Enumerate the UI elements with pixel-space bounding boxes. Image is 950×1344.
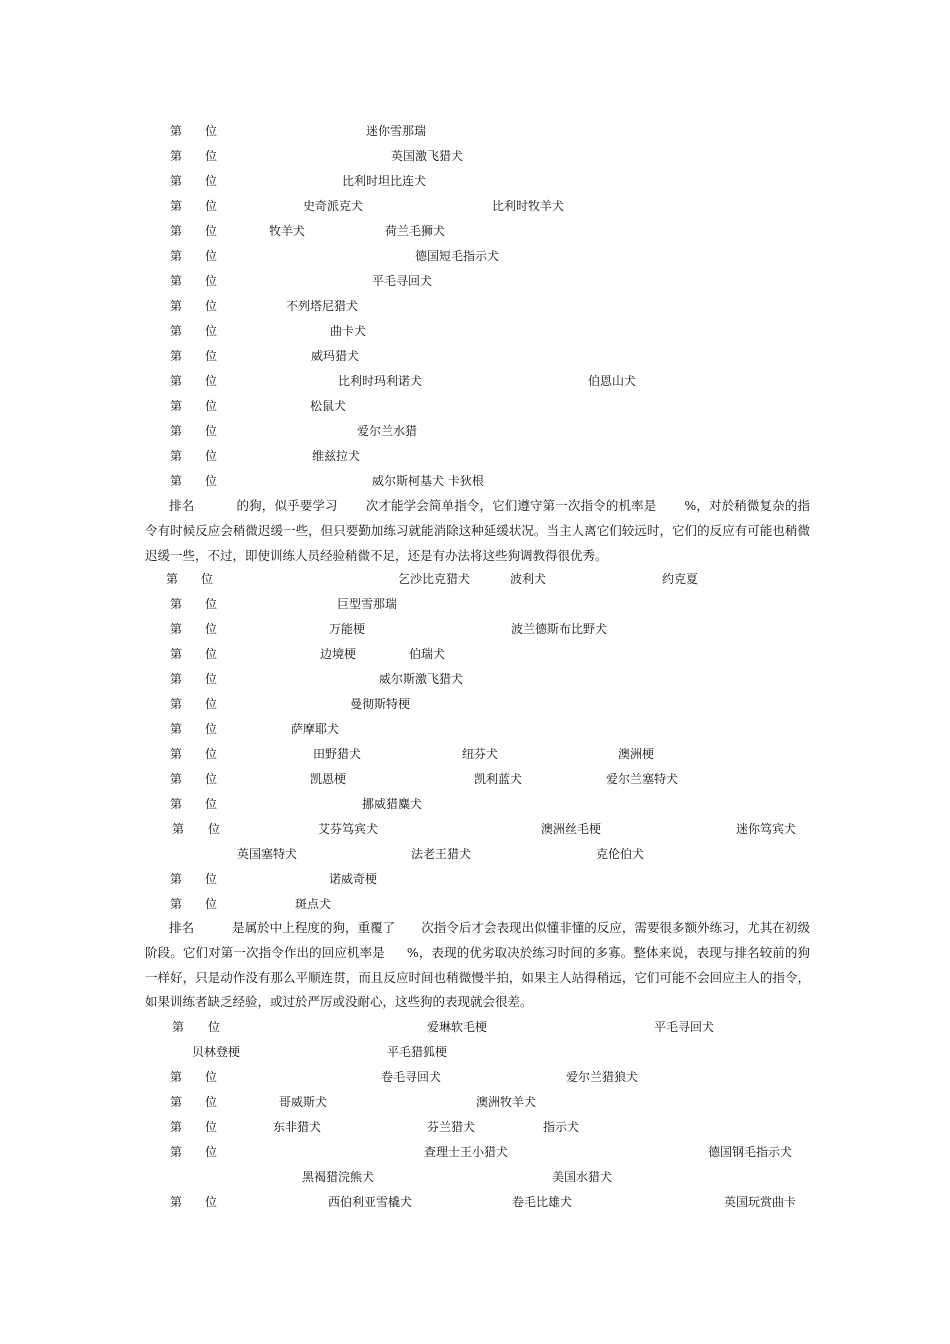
rank-di: 第: [170, 697, 183, 711]
rank-di: 第: [170, 299, 183, 313]
dog-breed: 斑点犬: [295, 897, 332, 911]
dog-breed: 爱琳软毛梗: [427, 1020, 488, 1034]
rank-di: 第: [170, 399, 183, 413]
para-text: %，对於稍微复杂的指令有时候反应会稍微迟缓一些，但只要勤加练习就能消除这种延缓状况。当主人离它们较远时，它们的反应有可能也稍微迟缓一些，不过，即使训练人员经验稍微不足，还是有办法将这些狗调教得很优秀。: [145, 498, 810, 563]
dog-breed: 乞沙比克猎犬: [398, 572, 471, 586]
para-text: 排名: [169, 920, 195, 935]
rank-wei: 位: [205, 1195, 218, 1209]
dog-breed: 纽芬犬: [462, 747, 499, 761]
rank-di: 第: [166, 572, 179, 586]
dog-breed: 迷你雪那瑞: [366, 124, 427, 138]
rank-wei: 位: [205, 274, 218, 288]
rank-wei: 位: [205, 349, 218, 363]
rank-wei: 位: [208, 822, 221, 836]
dog-breed: 爱尔兰塞特犬: [606, 772, 679, 786]
rank-wei: 位: [205, 1120, 218, 1134]
dog-breed: 比利时牧羊犬: [492, 199, 565, 213]
rank-wei: 位: [205, 722, 218, 736]
dog-breed: 凯利蓝犬: [474, 772, 523, 786]
dog-breed: 波利犬: [510, 572, 547, 586]
paragraph-rank-description-1: [145, 494, 810, 568]
dog-breed: 维兹拉犬: [312, 449, 361, 463]
rank-di: 第: [170, 597, 183, 611]
dog-breed: 平毛寻回犬: [372, 274, 433, 288]
dog-breed: 爱尔兰水猎: [357, 424, 418, 438]
dog-breed: 萨摩耶犬: [291, 722, 340, 736]
dog-breed: 贝林登梗: [192, 1045, 241, 1059]
rank-di: 第: [170, 747, 183, 761]
rank-di: 第: [170, 672, 183, 686]
rank-di: 第: [170, 647, 183, 661]
dog-breed: 卷毛寻回犬: [381, 1070, 442, 1084]
dog-breed: 威尔斯柯基犬 卡狄根: [372, 474, 484, 488]
dog-breed: 法老王猎犬: [411, 847, 472, 861]
dog-breed: 挪威猎麋犬: [362, 797, 423, 811]
dog-breed: 伯恩山犬: [588, 374, 637, 388]
dog-breed: 不列塔尼猎犬: [286, 299, 359, 313]
rank-wei: 位: [205, 772, 218, 786]
dog-breed: 约克夏: [662, 572, 699, 586]
rank-wei: 位: [205, 174, 218, 188]
dog-breed: 伯瑞犬: [409, 647, 446, 661]
dog-breed: 凯恩梗: [310, 772, 347, 786]
rank-di: 第: [170, 897, 183, 911]
dog-breed: 爱尔兰猎狼犬: [566, 1070, 639, 1084]
dog-breed: 万能梗: [329, 622, 366, 636]
rank-wei: 位: [205, 399, 218, 413]
rank-wei: 位: [205, 474, 218, 488]
dog-breed: 德国短毛指示犬: [415, 249, 500, 263]
rank-wei: 位: [205, 1070, 218, 1084]
rank-di: 第: [170, 349, 183, 363]
para-text: 次才能学会简单指令，它们遵守第一次指令的机率是: [365, 498, 657, 513]
rank-wei: 位: [205, 374, 218, 388]
dog-breed: 田野猎犬: [313, 747, 362, 761]
rank-wei: 位: [205, 872, 218, 886]
dog-breed: 澳洲丝毛梗: [541, 822, 602, 836]
rank-di: 第: [170, 374, 183, 388]
rank-di: 第: [170, 872, 183, 886]
para-text: 是属於中上程度的狗，重覆了: [232, 920, 396, 935]
para-text: %，表现的优劣取决於练习时间的多寡。整体来说，表现与排名较前的狗一样好，只是动作没有那么平顺连贯，而且反应时间也稍微慢半拍，如果主人站得稍远，它们可能不会回应主人的指令，如果训练者缺乏经验，或过於严厉或没耐心，这些狗的表现就会很差。: [145, 944, 810, 1010]
dog-breed: 东非猎犬: [273, 1120, 322, 1134]
rank-wei: 位: [205, 897, 218, 911]
para-text: 的狗，似乎要学习: [236, 498, 338, 513]
rank-wei: 位: [205, 299, 218, 313]
dog-breed: 英国激飞猎犬: [391, 149, 464, 163]
rank-di: 第: [170, 249, 183, 263]
dog-breed: 平毛寻回犬: [654, 1020, 715, 1034]
rank-di: 第: [170, 622, 183, 636]
dog-breed: 查理士王小猎犬: [424, 1145, 509, 1159]
dog-breed: 巨型雪那瑞: [337, 597, 398, 611]
rank-di: 第: [172, 822, 185, 836]
rank-wei: 位: [205, 449, 218, 463]
rank-di: 第: [170, 772, 183, 786]
rank-wei: 位: [205, 622, 218, 636]
dog-breed: 史奇派克犬: [303, 199, 364, 213]
rank-di: 第: [170, 274, 183, 288]
dog-breed: 黑褐猎浣熊犬: [302, 1170, 375, 1184]
rank-di: 第: [170, 149, 183, 163]
rank-di: 第: [170, 722, 183, 736]
rank-wei: 位: [205, 149, 218, 163]
dog-breed: 克伦伯犬: [596, 847, 645, 861]
dog-breed: 边境梗: [320, 647, 357, 661]
rank-wei: 位: [205, 1145, 218, 1159]
rank-di: 第: [170, 324, 183, 338]
rank-wei: 位: [201, 572, 214, 586]
rank-wei: 位: [205, 797, 218, 811]
rank-wei: 位: [205, 324, 218, 338]
dog-breed: 美国水猎犬: [552, 1170, 613, 1184]
rank-di: 第: [170, 199, 183, 213]
dog-breed: 曲卡犬: [330, 324, 367, 338]
dog-breed: 比利时坦比连犬: [342, 174, 427, 188]
dog-breed: 澳洲牧羊犬: [476, 1095, 537, 1109]
dog-breed: 松鼠犬: [310, 399, 347, 413]
rank-wei: 位: [205, 199, 218, 213]
rank-wei: 位: [205, 747, 218, 761]
rank-di: 第: [170, 474, 183, 488]
rank-wei: 位: [205, 124, 218, 138]
rank-wei: 位: [205, 249, 218, 263]
paragraph-rank-description-2: [145, 916, 810, 1015]
dog-breed: 波兰德斯布比野犬: [511, 622, 608, 636]
dog-breed: 哥威斯犬: [279, 1095, 328, 1109]
rank-di: 第: [170, 174, 183, 188]
rank-di: 第: [170, 1095, 183, 1109]
rank-wei: 位: [208, 1020, 221, 1034]
para-text: 次指令后才会表现出似懂非懂的反应，需要很多额外练习，尤其在初级阶段。它们对第一次指令作出的回应机率是: [145, 920, 810, 960]
rank-wei: 位: [205, 1095, 218, 1109]
dog-breed: 英国塞特犬: [237, 847, 298, 861]
rank-di: 第: [172, 1020, 185, 1034]
rank-di: 第: [170, 424, 183, 438]
rank-di: 第: [170, 797, 183, 811]
rank-wei: 位: [205, 597, 218, 611]
dog-breed: 平毛猎狐梗: [387, 1045, 448, 1059]
rank-wei: 位: [205, 672, 218, 686]
dog-breed: 威尔斯激飞猎犬: [379, 672, 464, 686]
rank-di: 第: [170, 1120, 183, 1134]
dog-breed: 迷你笃宾犬: [736, 822, 797, 836]
dog-breed: 曼彻斯特梗: [350, 697, 411, 711]
rank-di: 第: [170, 1145, 183, 1159]
rank-wei: 位: [205, 224, 218, 238]
dog-breed: 荷兰毛狮犬: [385, 224, 446, 238]
rank-di: 第: [170, 449, 183, 463]
dog-breed: 比利时玛利诺犬: [338, 374, 423, 388]
dog-breed: 澳洲梗: [618, 747, 655, 761]
rank-di: 第: [170, 1070, 183, 1084]
rank-di: 第: [170, 124, 183, 138]
dog-breed: 芬兰猎犬: [427, 1120, 476, 1134]
dog-breed: 德国钢毛指示犬: [708, 1145, 793, 1159]
dog-breed: 指示犬: [543, 1120, 580, 1134]
dog-breed: 卷毛比雄犬: [512, 1195, 573, 1209]
dog-breed: 威玛猎犬: [311, 349, 360, 363]
dog-breed: 西伯利亚雪橇犬: [328, 1195, 413, 1209]
rank-di: 第: [170, 1195, 183, 1209]
rank-wei: 位: [205, 697, 218, 711]
dog-breed: 诺威奇梗: [329, 872, 378, 886]
dog-breed: 牧羊犬: [269, 224, 306, 238]
rank-di: 第: [170, 224, 183, 238]
rank-wei: 位: [205, 424, 218, 438]
rank-wei: 位: [205, 647, 218, 661]
dog-breed: 英国玩赏曲卡: [724, 1195, 797, 1209]
para-text: 排名: [169, 498, 195, 513]
dog-breed: 艾芬笃宾犬: [318, 822, 379, 836]
